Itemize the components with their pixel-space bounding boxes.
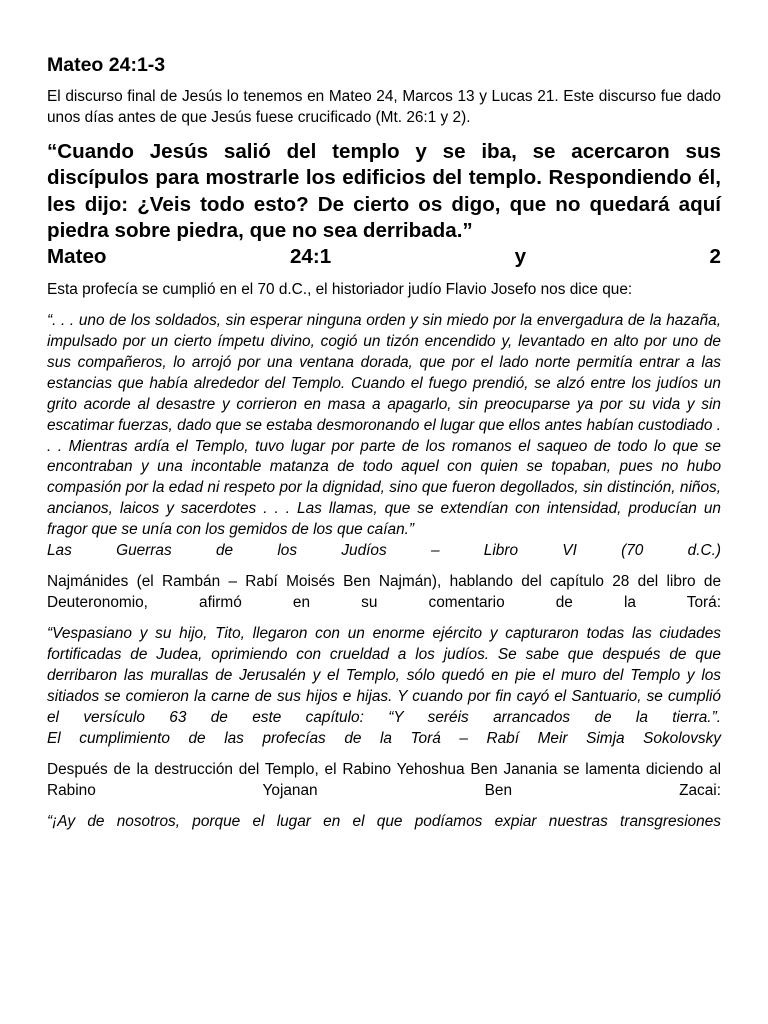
yehoshua-quote: “¡Ay de nosotros, porque el lugar en el que podíamos expiar nuestras transgresiones — [47, 812, 721, 830]
josefo-intro: Esta profecía se cumplió en el 70 d.C., el historiador judío Flavio Josefo nos dice que: — [47, 280, 633, 298]
bible-reference: Mateo 24:1 y 2 — [47, 244, 721, 268]
ramban-source: El cumplimiento de las profecías de la Torá – Rabí Meir Simja Sokolovsky — [47, 729, 721, 747]
josefo-source: Las Guerras de los Judíos – Libro VI (70 d.C.) — [47, 542, 721, 560]
josefo-quote: “. . . uno de los soldados, sin esperar ninguna orden y sin miedo por la envergadura de la hazaña, impulsado por un cierto ímpetu divino, cogió un tizón encendido y, levantado en alto por uno de sus compañeros, lo arrojó por una ventana dorada, que por el lado norte permitía entrar a las estancias que había alrededor del Templo. Cuando el fuego prendió, se alzó entre los judíos un grito acorde al desastre y corrieron en masa a apagarlo, sin preocuparse ya por su vida y sin escatimar fuerzas, dado que se estaba desmoronando el lugar que ellos antes habían custodiado . . . Mientras ardía el Templo, tuvo lugar por parte de los romanos el saqueo de todo lo que se encontraban y una incontable matanza de todo aquel con quien se topaban, pues no hubo compasión por la edad ni respeto por la dignidad, sino que fueron degollados, sin distinción, niños, ancianos, laicos y sacerdotes . . . Las llamas, que se extendían con intensidad, producían un fragor que se unía con los gemidos de los que caían.” — [47, 311, 721, 539]
ramban-quote: “Vespasiano y su hijo, Tito, llegaron con un enorme ejército y capturaron todas las ciudades fortificadas de Judea, oprimiendo con crueldad a los judíos. Se sabe que después de que derribaron las murallas de Jerusalén y el Templo, sólo quedó en pie el muro del Templo y los sitiados se comieron la carne de sus hijos e hijas. Y cuando por fin cayó el Santuario, se cumplió el versículo 63 de este capítulo: “Y seréis arrancados de la tierra.”. — [47, 625, 721, 726]
bible-quote: “Cuando Jesús salió del templo y se iba, se acercaron sus discípulos para mostrarle los edificios del templo. Respondiendo él, les dijo: ¿Veis todo esto? De cierto os digo, que no quedará aquí piedra sobre piedra, que no sea derribada.” — [47, 140, 721, 242]
ramban-intro: Najmánides (el Rambán – Rabí Moisés Ben Najmán), hablando del capítulo 28 del libro de Deuteronomio, afirmó en su comentario de la Torá: — [47, 573, 721, 612]
document-title: Mateo 24:1-3 — [47, 54, 166, 76]
intro-paragraph: El discurso final de Jesús lo tenemos en Mateo 24, Marcos 13 y Lucas 21. Este discurso fue dado unos días antes de que Jesús fuese crucificado (Mt. 26:1 y 2). — [47, 88, 721, 127]
yehoshua-intro: Después de la destrucción del Templo, el Rabino Yehoshua Ben Janania se lamenta diciendo al Rabino Yojanan Ben Zacai: — [47, 760, 721, 799]
